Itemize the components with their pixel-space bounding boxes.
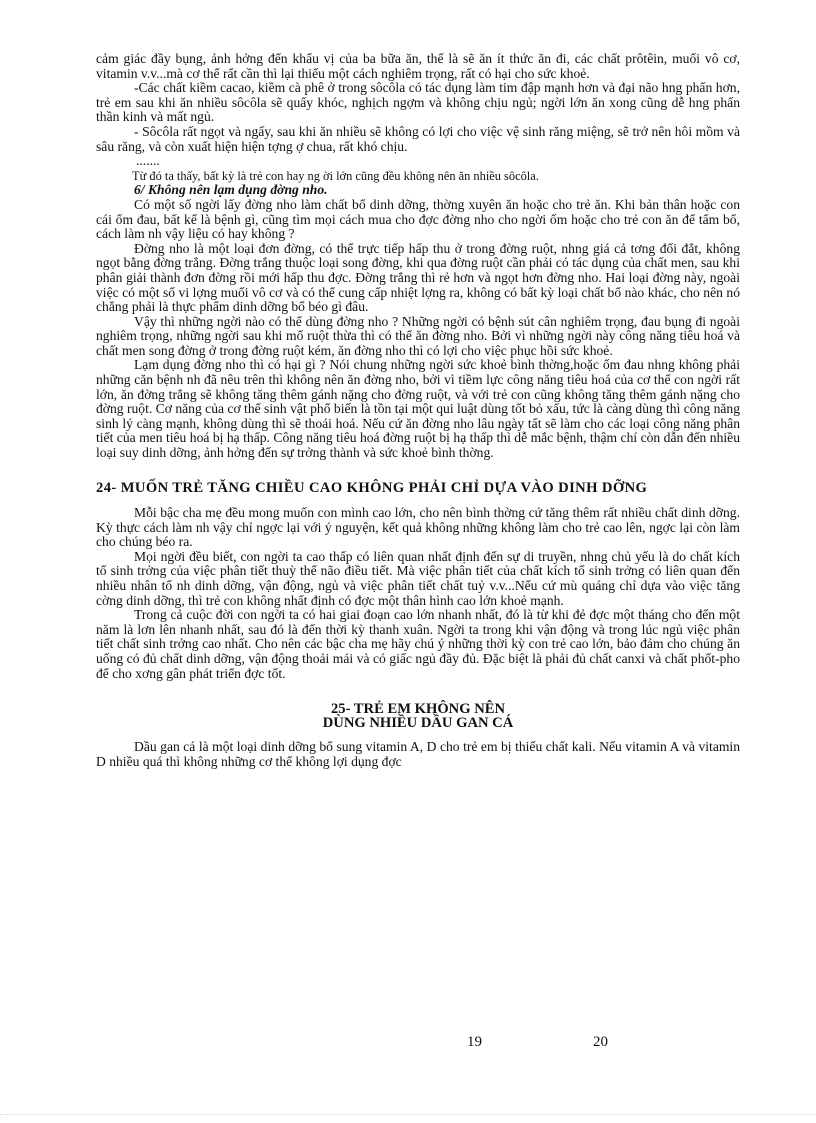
paragraph-24-3: Trong cả cuộc đời con ngời ta có hai giai đoạn cao lớn nhanh nhất, đó là từ khi đẻ đợc một tháng cho đến một năm là lơn lên nhanh nhất, sau đó là đến thời kỳ thanh xuân. Ngời ta trong khi vận động và trong lúc ngủ việc phân tiết chất sinh trởng cao nhất. Cho nên các bậc cha mẹ hãy chú ý những thời kỳ con trẻ cao lớn, bảo đảm cho chúng ăn uống có đủ chất dinh dỡng, vận động thoải mái và có giấc ngủ đầy đủ. Đặc biệt là phải đủ chất canxi và chất phốt-pho để cho xơng gân phát triển đợc tốt. bbox=[96, 607, 740, 681]
paragraph-conclusion: Từ đó ta thấy, bất kỳ là trẻ con hay ng ời lớn cũng đều không nên ăn nhiều sôcôla. bbox=[132, 168, 539, 183]
paragraph-24-1: Mỗi bậc cha mẹ đều mong muốn con mình cao lớn, cho nên bình thờng cứ tăng thêm rất nhiều chất dinh dỡng. Kỳ thực cách làm nh vậy chỉ ngợc lại với ý nguyện, kết quả không những không làm cho trẻ cao lên, ngợc lại còn làm cho chúng béo ra. bbox=[96, 505, 740, 550]
paragraph-25-1: Dầu gan cá là một loại dinh dỡng bổ sung vitamin A, D cho trẻ em bị thiếu chất kali. Nếu vitamin A và vitamin D nhiều quá thì không những cơ thể không lợi dụng đợc bbox=[96, 739, 740, 769]
section-heading-25-line-1: 25- TRẺ EM KHÔNG NÊN bbox=[330, 701, 506, 718]
paragraph-nho-4: Lạm dụng đờng nho thì có hại gì ? Nói chung những ngời sức khoẻ bình thờng,hoặc ốm đau nhng không phải những căn bệnh nh đã nêu trên thì không nên ăn đờng nho, bởi vì tiềm lực công năng tiêu hoá của cơ thể con ngời rất lớn, ăn đờng trắng sẽ không tăng thêm gánh nặng cho đờng ruột, và với trẻ con cũng không tăng thêm gánh nặng cho đờng ruột. Cơ năng của cơ thể sinh vật phổ biến là tồn tại một qui luật dùng tốt bỏ xấu, tức là càng dùng thì công năng sinh lý càng mạnh, không dùng thì sẽ thoái hoá. Nếu cứ ăn đờng nho lâu ngày tất sẽ làm cho các loại công năng phân tiết của men tiêu hoá bị hạ thấp. Công năng tiêu hoá đờng ruột bị hạ thấp thì dễ mắc bệnh, thậm chí còn dẫn đến nhiều loại suy dinh dỡng, ảnh hởng đến sự trởng thành và sức khoẻ bình thờng. bbox=[96, 357, 740, 461]
paragraph-cacao: -Các chất kiềm cacao, kiềm cà phê ở trong sôcôla có tác dụng làm tim đập mạnh hơn và đại não hng phấn hơn, trẻ em sau khi ăn nhiều sôcôla sẽ quấy khóc, nghịch ngợm và không chịu ngủ; ngời lớn ăn xong cũng dễ hng phấn thần kinh và mất ngủ. bbox=[96, 80, 740, 125]
document-page bbox=[96, 52, 740, 769]
page-number-left: 19 bbox=[467, 1034, 482, 1050]
page-number-right: 20 bbox=[593, 1034, 608, 1050]
paragraph-nho-3: Vậy thì những ngời nào có thể dùng đờng nho ? Những ngời có bệnh sút cân nghiêm trọng, đau bụng đi ngoài nghiêm trọng, những ngời sau khi mổ ruột thừa thì có thể ăn đờng nho. Bởi vì những ngời này công năng tiêu hoá và chất men song đờng ở trong đờng ruột kém, ăn đờng nho thì có lợi cho việc phục hồi sức khoẻ. bbox=[96, 313, 740, 358]
paragraph-24-2: Mọi ngời đều biết, con ngời ta cao thấp có liên quan nhất định đến sự di truyền, nhng chủ yếu là do chất kích tố sinh trởng của việc phân tiết thuỳ thể não điều tiết. Mà việc phân tiết của chất kích tố sinh trởng có liên quan đến nhiều nhân tố nh dinh dỡng, vận động, ngủ và việc phân tiết chất tuỷ v.v...Nếu cứ mù quáng chỉ dựa vào việc tăng cờng dinh dỡng, thì trẻ con không nhất định có đợc một thân hình cao lớn khoẻ mạnh. bbox=[96, 548, 740, 608]
section-heading-25 bbox=[96, 702, 740, 730]
bottom-divider bbox=[0, 1114, 816, 1115]
paragraph-nho-1: Có một số ngời lấy đờng nho làm chất bổ dinh dỡng, thờng xuyên ăn hoặc cho trẻ ăn. Khi bản thân hoặc con cái ốm đau, bất kể là bệnh gì, cũng tìm mọi cách mua cho đợc đờng nho cho ngời ốm hoặc cho trẻ con ăn để tẩm bổ, cách làm nh vậy liệu có hay không ? bbox=[96, 196, 740, 242]
paragraph-intro: cảm giác đầy bụng, ảnh hởng đến khẩu vị của ba bữa ăn, thế là sẽ ăn ít thức ăn đi, các chất prôtêin, muối vô cơ, vitamin v.v...mà cơ thể rất cần thì lại thiếu một cách nghiêm trọng, rất có hại cho sức khoẻ. bbox=[96, 51, 740, 81]
paragraph-nho-2: Đờng nho là một loại đơn đờng, có thể trực tiếp hấp thu ở trong đờng ruột, nhng giá cả tơng đối đắt, không ngọt bằng đờng trắng. Đờng trắng thuộc loại song đờng, khi qua đờng ruột cần phải có tác dụng của chất men, sau khi phân giải thành đơn đờng rồi mới hấp thu đợc. Đờng trắng thì rẻ hơn và ngọt hơn đờng nho. Hai loại đờng này, ngoài việc có một số vi lợng muối vô cơ và có thể cung cấp nhiệt lợng ra, không có bất kỳ loại chất bổ nào khác, cho nên nó chẳng phải là thực phẩm dinh dỡng bổ béo gì đâu. bbox=[96, 240, 740, 315]
paragraph-socola: - Sôcôla rất ngọt và ngấy, sau khi ăn nhiều sẽ không có lợi cho việc vệ sinh răng miệng, sẽ trở nên hôi mồm và sâu răng, và còn xuất hiện hiện tợng ợ chua, rất khó chịu. bbox=[96, 123, 740, 154]
section-heading-24: 24- MUỐN TRẺ TĂNG CHIỀU CAO KHÔNG PHẢI CHỈ DỰA VÀO DINH DỠNG bbox=[96, 479, 648, 496]
section-heading-25-line-2: DÙNG NHIỀU DẦU GAN CÁ bbox=[322, 715, 514, 732]
ellipsis-line: ....... bbox=[136, 153, 160, 169]
subheading-6: 6/ Không nên lạm dụng đờng nho. bbox=[134, 182, 328, 198]
